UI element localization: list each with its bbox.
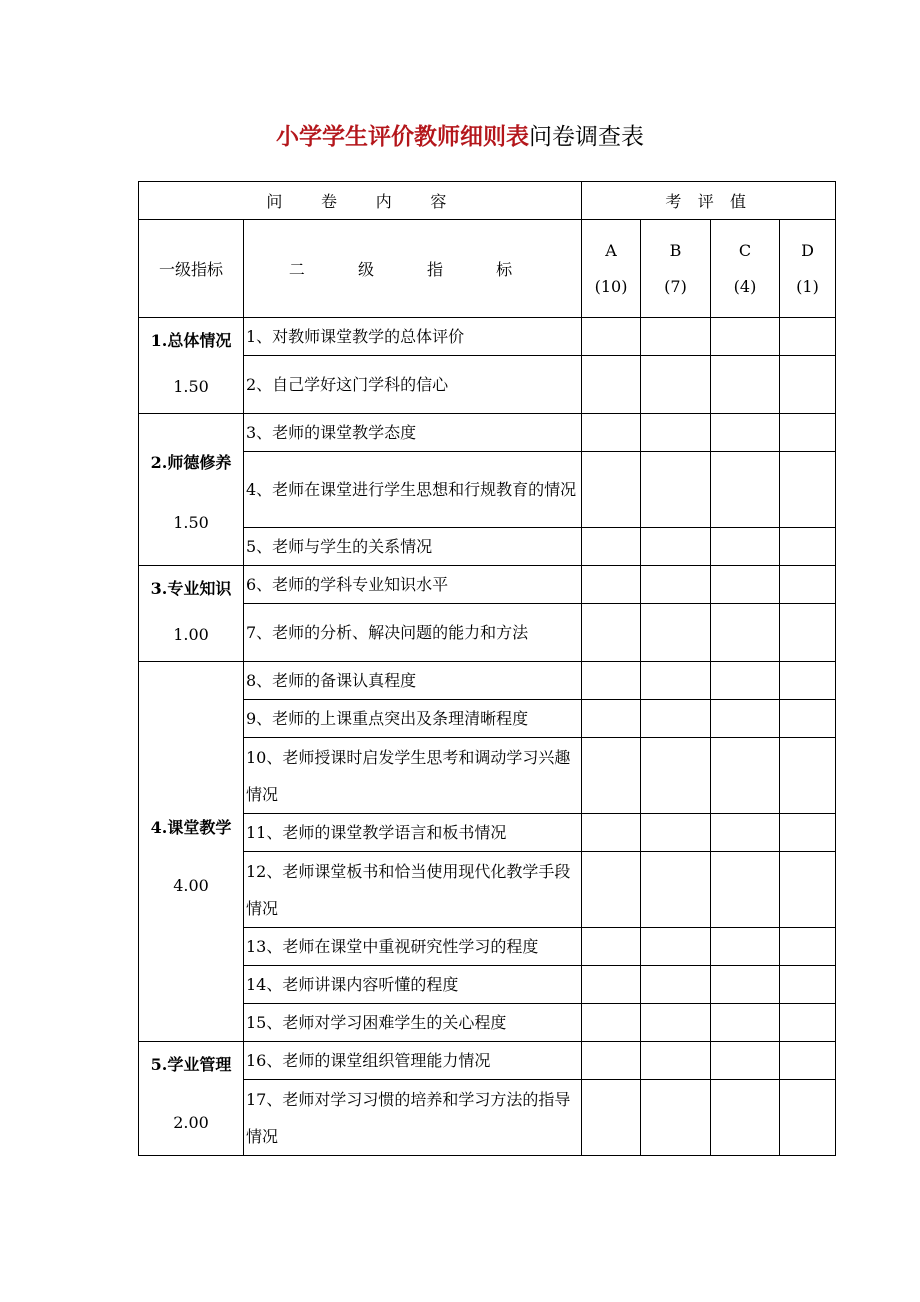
score-cell-b[interactable] [641,738,711,814]
table-row [139,814,836,852]
score-cell-c[interactable] [711,700,780,738]
score-cell-c[interactable] [711,966,780,1004]
score-cell-d[interactable] [780,356,836,414]
score-cell-d[interactable] [780,414,836,452]
score-cell-c[interactable] [711,738,780,814]
score-cell-b[interactable] [641,356,711,414]
score-cell-c[interactable] [711,1080,780,1156]
item-text: 15、老师对学习困难学生的关心程度 [244,1004,582,1042]
score-cell-a[interactable] [582,662,641,700]
grade-letter: B [669,240,682,260]
grade-points: (4) [733,276,757,296]
score-cell-c[interactable] [711,928,780,966]
score-cell-d[interactable] [780,738,836,814]
table-row [139,662,836,700]
item-text: 4、老师在课堂进行学生思想和行规教育的情况 [244,452,582,528]
score-cell-a[interactable] [582,356,641,414]
category-weight: 4.00 [173,876,209,895]
table-row [139,604,836,662]
item-text: 7、老师的分析、解决问题的能力和方法 [244,604,582,662]
table-row [139,318,836,356]
score-cell-b[interactable] [641,318,711,356]
item-text: 12、老师课堂板书和恰当使用现代化教学手段情况 [244,852,582,928]
grade-c [711,220,780,318]
item-text: 10、老师授课时启发学生思考和调动学习兴趣情况 [244,738,582,814]
score-cell-d[interactable] [780,662,836,700]
table-row [139,700,836,738]
score-cell-a[interactable] [582,452,641,528]
grade-b [641,220,711,318]
score-cell-d[interactable] [780,1080,836,1156]
page-title [0,120,920,154]
item-text: 13、老师在课堂中重视研究性学习的程度 [244,928,582,966]
table-row [139,452,836,528]
score-cell-b[interactable] [641,1042,711,1080]
score-cell-d[interactable] [780,1042,836,1080]
category-cell [139,566,244,662]
grade-points: (10) [594,276,628,296]
category-name: 2.师德修养 [150,453,232,472]
item-text: 9、老师的上课重点突出及条理清晰程度 [244,700,582,738]
score-cell-b[interactable] [641,852,711,928]
score-cell-c[interactable] [711,528,780,566]
score-cell-b[interactable] [641,700,711,738]
category-weight: 2.00 [173,1113,209,1132]
score-cell-b[interactable] [641,414,711,452]
score-cell-c[interactable] [711,452,780,528]
grade-points: (1) [796,276,819,296]
table-row [139,528,836,566]
table-row [139,1080,836,1156]
score-cell-a[interactable] [582,738,641,814]
score-cell-d[interactable] [780,1004,836,1042]
score-cell-a[interactable] [582,566,641,604]
table-row [139,566,836,604]
header-row-2 [139,220,836,318]
score-cell-d[interactable] [780,566,836,604]
score-cell-b[interactable] [641,452,711,528]
category-weight: 1.50 [173,513,209,532]
score-cell-a[interactable] [582,318,641,356]
header-content: 问 卷 内 容 [139,182,582,220]
category-cell [139,1042,244,1156]
header-score: 考 评 值 [582,182,836,220]
category-weight: 1.50 [173,377,209,396]
grade-letter: C [738,240,752,260]
score-cell-a[interactable] [582,1004,641,1042]
category-name: 1.总体情况 [150,331,232,350]
score-cell-d[interactable] [780,318,836,356]
score-cell-a[interactable] [582,700,641,738]
category-name: 4.课堂教学 [150,818,232,837]
score-cell-b[interactable] [641,928,711,966]
table-row [139,414,836,452]
category-cell [139,662,244,1042]
score-cell-d[interactable] [780,528,836,566]
table-row [139,928,836,966]
score-cell-d[interactable] [780,814,836,852]
category-cell [139,414,244,566]
score-cell-d[interactable] [780,452,836,528]
item-text: 8、老师的备课认真程度 [244,662,582,700]
score-cell-a[interactable] [582,604,641,662]
header-level1: 一级指标 [139,220,244,318]
score-cell-c[interactable] [711,414,780,452]
score-cell-d[interactable] [780,928,836,966]
score-cell-c[interactable] [711,1004,780,1042]
score-cell-d[interactable] [780,966,836,1004]
score-cell-d[interactable] [780,852,836,928]
score-cell-b[interactable] [641,814,711,852]
score-cell-a[interactable] [582,1042,641,1080]
score-cell-d[interactable] [780,700,836,738]
score-cell-b[interactable] [641,662,711,700]
score-cell-c[interactable] [711,852,780,928]
score-cell-a[interactable] [582,1080,641,1156]
header-row-1 [139,182,836,220]
table-row [139,1004,836,1042]
item-text: 5、老师与学生的关系情况 [244,528,582,566]
category-cell [139,318,244,414]
table-row [139,738,836,814]
grade-a [582,220,641,318]
score-cell-a[interactable] [582,528,641,566]
score-cell-b[interactable] [641,528,711,566]
grade-letter: A [605,240,617,260]
score-cell-b[interactable] [641,1080,711,1156]
score-cell-b[interactable] [641,966,711,1004]
score-cell-d[interactable] [780,604,836,662]
item-text: 11、老师的课堂教学语言和板书情况 [244,814,582,852]
score-cell-c[interactable] [711,566,780,604]
item-text: 16、老师的课堂组织管理能力情况 [244,1042,582,1080]
score-cell-c[interactable] [711,1042,780,1080]
table-row [139,966,836,1004]
category-name: 5.学业管理 [150,1055,232,1074]
score-cell-a[interactable] [582,814,641,852]
item-text: 17、老师对学习习惯的培养和学习方法的指导情况 [244,1080,582,1156]
survey-table [138,181,836,1156]
grade-d [780,220,836,318]
score-cell-a[interactable] [582,852,641,928]
score-cell-c[interactable] [711,814,780,852]
table-row [139,852,836,928]
category-weight: 1.00 [173,625,209,644]
score-cell-c[interactable] [711,662,780,700]
score-cell-b[interactable] [641,604,711,662]
grade-points: (7) [664,276,687,296]
table-row [139,356,836,414]
score-cell-c[interactable] [711,356,780,414]
title-main: 小学学生评价教师细则表 [276,123,529,150]
score-cell-b[interactable] [641,566,711,604]
grade-letter: D [801,240,814,260]
score-cell-a[interactable] [582,414,641,452]
item-text: 14、老师讲课内容听懂的程度 [244,966,582,1004]
table-row [139,1042,836,1080]
score-cell-c[interactable] [711,604,780,662]
score-cell-c[interactable] [711,318,780,356]
header-level2: 二 级 指 标 [244,220,582,318]
score-cell-a[interactable] [582,966,641,1004]
score-cell-a[interactable] [582,928,641,966]
category-name: 3.专业知识 [150,579,232,598]
score-cell-b[interactable] [641,1004,711,1042]
item-text: 6、老师的学科专业知识水平 [244,566,582,604]
title-suffix: 问卷调查表 [529,124,644,150]
item-text: 2、自己学好这门学科的信心 [244,356,582,414]
item-text: 3、老师的课堂教学态度 [244,414,582,452]
item-text: 1、对教师课堂教学的总体评价 [244,318,582,356]
